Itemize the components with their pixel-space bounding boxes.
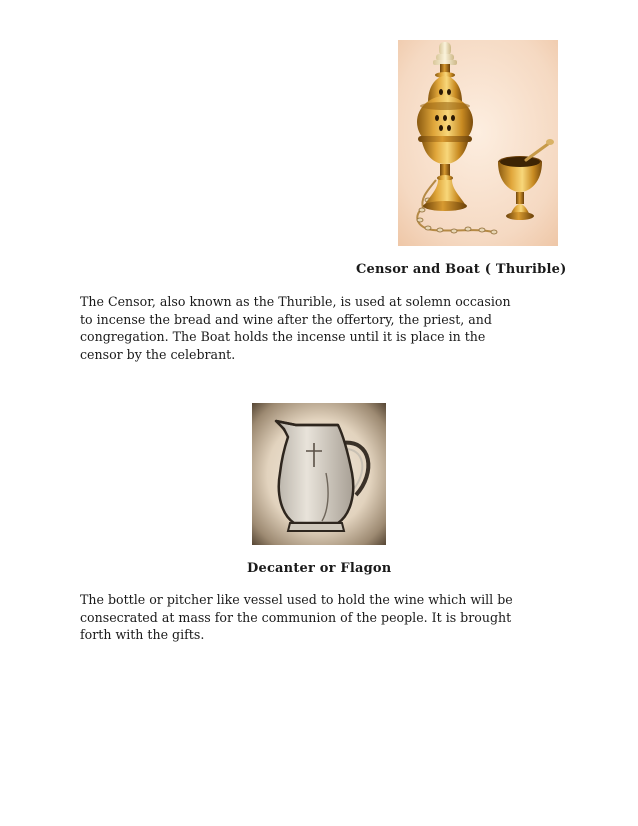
censer-and-boat-image <box>398 40 558 246</box>
text-line: The bottle or pitcher like vessel used to hold the wine which will be <box>80 592 513 607</box>
text-line: congregation. The Boat holds the incense until it is place in the <box>80 329 486 344</box>
text-line: forth with the gifts. <box>80 627 205 642</box>
flagon-description <box>80 591 560 644</box>
text-line: censor by the celebrant. <box>80 346 236 362</box>
text-line: to incense the bread and wine after the offertory, the priest, and <box>80 311 492 327</box>
text-line: consecrated at mass for the communion of the people. It is brought <box>80 609 512 625</box>
flagon-caption: Decanter or Flagon <box>247 561 392 576</box>
flagon-image <box>252 403 386 545</box>
censer-caption: Censor and Boat ( Thurible) <box>356 262 567 277</box>
censer-description <box>80 293 560 363</box>
text-line: The Censor, also known as the Thurible, is used at solemn occasion <box>80 294 511 309</box>
